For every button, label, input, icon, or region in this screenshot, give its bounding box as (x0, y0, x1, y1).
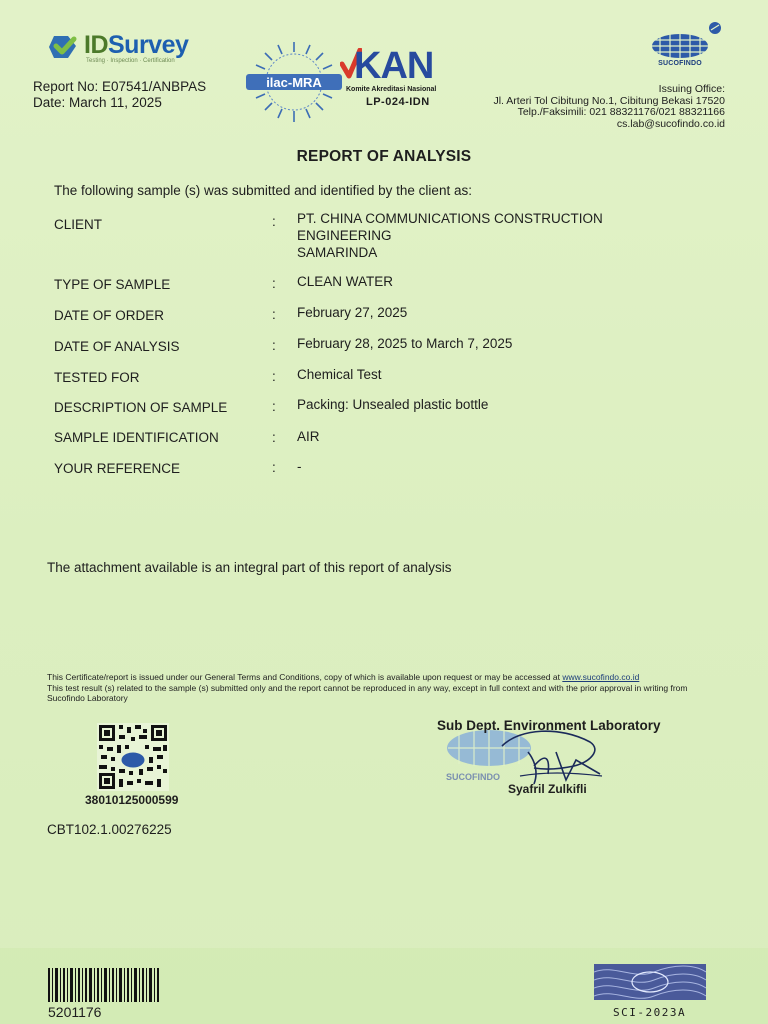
issuing-office-email: cs.lab@sucofindo.co.id (616, 117, 725, 130)
disclaimer-line3: Sucofindo Laboratory (47, 693, 128, 703)
field-colon: : (272, 430, 276, 445)
security-hologram-icon (594, 964, 706, 1000)
qr-number: 38010125000599 (85, 793, 179, 807)
sucofindo-corner-mark-icon (708, 21, 722, 35)
disclaimer-line1: This Certificate/report is issued under our General Terms and Conditions, copy of which is available upon request or may be accessed at (47, 672, 563, 682)
field-value-client-line2: ENGINEERING (297, 228, 392, 243)
kan-subtitle: Komite Akreditasi Nasional (346, 86, 437, 93)
field-label-date-of-order: DATE OF ORDER (54, 308, 165, 323)
field-value-type-of-sample: CLEAN WATER (297, 274, 394, 289)
field-value-client-line1: PT. CHINA COMMUNICATIONS CONSTRUCTION (297, 211, 603, 226)
signature-department: Sub Dept. Environment Laboratory (437, 718, 661, 733)
field-colon: : (272, 338, 276, 353)
report-date: Date: March 11, 2025 (33, 95, 162, 110)
field-label-sample-identification: SAMPLE IDENTIFICATION (54, 430, 219, 445)
field-colon: : (272, 369, 276, 384)
issuing-office-heading: Issuing Office: (658, 83, 725, 95)
field-label-type-of-sample: TYPE OF SAMPLE (54, 277, 171, 292)
qr-code-icon (97, 723, 169, 791)
field-colon: : (272, 307, 276, 322)
idsurvey-mark-icon (48, 32, 82, 62)
ilac-mra-label: ilac-MRA (266, 75, 322, 90)
disclaimer (47, 672, 727, 704)
issuing-office (493, 84, 725, 130)
field-value-sample-identification: AIR (297, 429, 320, 444)
field-label-your-reference: YOUR REFERENCE (54, 461, 181, 476)
field-value-description-of-sample: Packing: Unsealed plastic bottle (297, 397, 489, 412)
ilac-mra-logo-icon (244, 38, 344, 126)
signatory-name: Syafril Zulkifli (508, 782, 587, 796)
field-value-client-line3: SAMARINDA (297, 245, 378, 260)
sucofindo-globe-icon (650, 32, 710, 60)
issuing-office-address: Jl. Arteri Tol Cibitung No.1, Cibitung Bekasi 17520 (493, 94, 725, 107)
barcode-icon (48, 968, 160, 1002)
accreditation-logos (244, 38, 469, 126)
field-colon: : (272, 276, 276, 291)
sci-code: SCI-2023A (613, 1006, 687, 1019)
sucofindo-website-link[interactable]: www.sucofindo.co.id (562, 672, 640, 682)
field-label-client: CLIENT (54, 217, 103, 232)
issuing-office-phone: Telp./Faksimili: 021 88321176/021 88321166 (517, 106, 725, 118)
idsurvey-wordmark: IDSurvey (84, 31, 189, 59)
kan-accreditation-code: LP-024-IDN (366, 96, 430, 108)
report-number: Report No: E07541/ANBPAS (33, 79, 207, 94)
attachment-note: The attachment available is an integral part of this report of analysis (47, 560, 452, 575)
sucofindo-wordmark: SUCOFINDO (658, 60, 702, 67)
field-label-tested-for: TESTED FOR (54, 370, 140, 385)
barcode-number: 5201176 (48, 1004, 102, 1020)
field-label-date-of-analysis: DATE OF ANALYSIS (54, 339, 180, 354)
field-colon: : (272, 399, 276, 414)
cbt-code: CBT102.1.00276225 (47, 822, 172, 837)
handwritten-signature-icon (490, 722, 608, 788)
field-colon: : (272, 460, 276, 475)
intro-text: The following sample (s) was submitted and identified by the client as: (54, 183, 472, 198)
idsurvey-tagline: Testing · Inspection · Certification (86, 58, 175, 64)
field-value-tested-for: Chemical Test (297, 367, 382, 382)
sucofindo-logo (650, 32, 710, 72)
stamp-text: SUCOFINDO (446, 772, 500, 782)
field-colon: : (272, 214, 276, 229)
kan-wordmark: KAN (354, 45, 434, 87)
field-value-date-of-analysis: February 28, 2025 to March 7, 2025 (297, 336, 513, 351)
disclaimer-line2: This test result (s) related to the sample (s) submitted only and the report cannot be reproduced in any way, except in full context and with the prior approval in writing from (47, 682, 688, 693)
page-title: REPORT OF ANALYSIS (296, 148, 472, 165)
field-value-date-of-order: February 27, 2025 (297, 305, 408, 320)
field-value-your-reference: - (297, 459, 302, 474)
field-label-description-of-sample: DESCRIPTION OF SAMPLE (54, 400, 228, 415)
